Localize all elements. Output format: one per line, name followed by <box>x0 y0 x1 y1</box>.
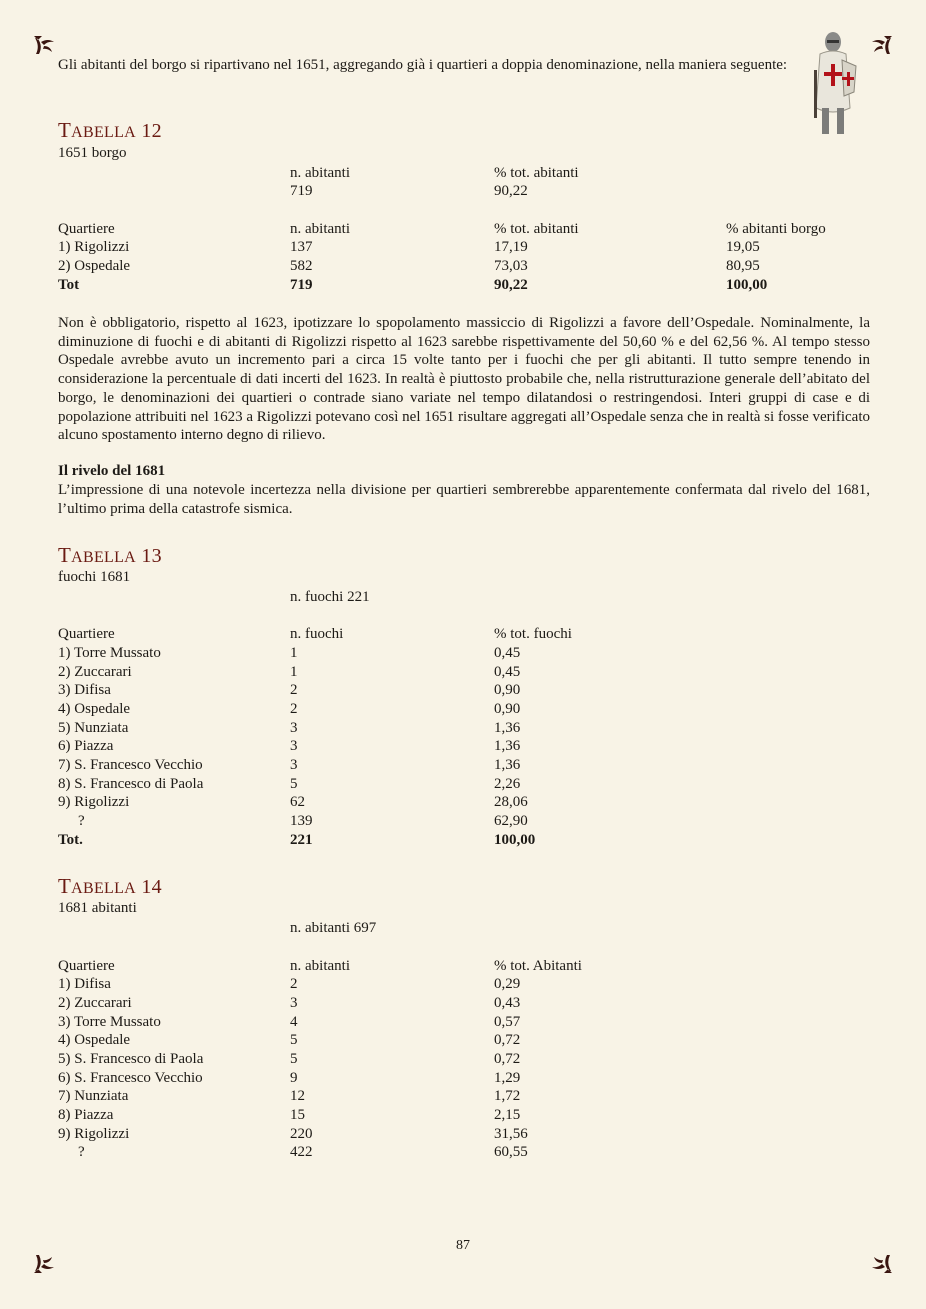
table-13-header: Quartiere n. fuochi % tot. fuochi <box>58 626 572 642</box>
table-12-total-row: Tot 719 90,22 100,00 <box>58 277 768 293</box>
section-heading: Il rivelo del 1681 <box>58 463 166 479</box>
table-row: 9) Rigolizzi 220 31,56 <box>58 1126 528 1142</box>
table-row: 2) Zuccarari 3 0,43 <box>58 995 521 1011</box>
table-row: 8) S. Francesco di Paola 5 2,26 <box>58 776 521 792</box>
table-14-subtitle: 1681 abitanti <box>58 900 137 916</box>
body-paragraph: L’impressione di una notevole incertezza nella divisione per quartieri sembrerebbe apparentemente confermata dal rivelo del 1681, l’ultimo prima della catastrofe sismica. <box>58 482 870 517</box>
page-number: 87 <box>456 1238 470 1253</box>
table-row: 3) Torre Mussato 4 0,57 <box>58 1014 521 1030</box>
corner-ornament-icon <box>32 1251 58 1277</box>
corner-ornament-icon <box>868 32 894 58</box>
table-row: 6) S. Francesco Vecchio 9 1,29 <box>58 1070 521 1086</box>
table-row: 1) Difisa 2 0,29 <box>58 976 521 992</box>
table-row: 1) Rigolizzi 137 17,19 19,05 <box>58 239 760 255</box>
table-row: 8) Piazza 15 2,15 <box>58 1107 521 1123</box>
table-13-subtitle: fuochi 1681 <box>58 569 131 585</box>
table-row: 4) Ospedale 2 0,90 <box>58 701 521 717</box>
table-row: 9) Rigolizzi 62 28,06 <box>58 794 528 810</box>
templar-knight-illustration <box>804 30 862 140</box>
table-14-header: Quartiere n. abitanti % tot. Abitanti <box>58 958 582 974</box>
table-row: 7) S. Francesco Vecchio 3 1,36 <box>58 757 521 773</box>
table-row: 1) Torre Mussato 1 0,45 <box>58 645 521 661</box>
table-12-summary-values: 719 90,22 <box>290 183 528 199</box>
table-row: 5) Nunziata 3 1,36 <box>58 720 521 736</box>
corner-ornament-icon <box>868 1251 894 1277</box>
table-row: 4) Ospedale 5 0,72 <box>58 1032 521 1048</box>
table-row: 2) Ospedale 582 73,03 80,95 <box>58 258 760 274</box>
corner-ornament-icon <box>32 32 58 58</box>
intro-paragraph: Gli abitanti del borgo si ripartivano nel 1651, aggregando già i quartieri a doppia denominazione, nella maniera seguente: <box>58 57 788 73</box>
table-row: 5) S. Francesco di Paola 5 0,72 <box>58 1051 521 1067</box>
table-row: ? 139 62,90 <box>78 813 528 829</box>
table-row: 7) Nunziata 12 1,72 <box>58 1088 521 1104</box>
table-13-total-row: Tot. 221 100,00 <box>58 832 536 848</box>
table-14-title: TABELLA 14 <box>58 874 162 898</box>
table-12-title: TABELLA 12 <box>58 118 162 142</box>
table-row: ? 422 60,55 <box>78 1144 528 1160</box>
table-row: 2) Zuccarari 1 0,45 <box>58 664 521 680</box>
table-14-summary: n. abitanti 697 <box>290 920 377 936</box>
table-13-summary: n. fuochi 221 <box>290 589 370 605</box>
table-12-subtitle: 1651 borgo <box>58 145 127 161</box>
table-row: 6) Piazza 3 1,36 <box>58 738 521 754</box>
table-12-header: Quartiere n. abitanti % tot. abitanti % abitanti borgo <box>58 221 826 237</box>
body-paragraph: Non è obbligatorio, rispetto al 1623, ipotizzare lo spopolamento massiccio di Rigolizzi a favore dell’Ospedale. Nominalmente, la diminuzione di fuochi e di abitanti di Rigolizzi rispetto al 1623 sarebbe rispettivamente del 50,60 % e del 62,56 %. Al tempo stesso Ospedale avrebbe avuto un incremento pari a circa 15 volte tanto per i fuochi che per gli abitanti. Il tutto sempre tenendo in considerazione la percentuale di dati incerti del 1623. In realtà è piuttosto probabile che, nella ristrutturazione generale dell’abitato del borgo, le denominazioni dei quartieri o contrade siano variate nel tempo dilatandosi o restringendosi. Interi gruppi di case e di popolazione attribuiti nel 1623 a Rigolizzi potevano così nel 1651 risultare aggregati all’Ospedale senza che in realtà si fosse verificato alcuno spostamento interno degno di rilievo. <box>58 315 870 444</box>
table-12-summary-header: n. abitanti % tot. abitanti <box>290 165 579 181</box>
table-13-title: TABELLA 13 <box>58 543 162 567</box>
table-row: 3) Difisa 2 0,90 <box>58 682 521 698</box>
